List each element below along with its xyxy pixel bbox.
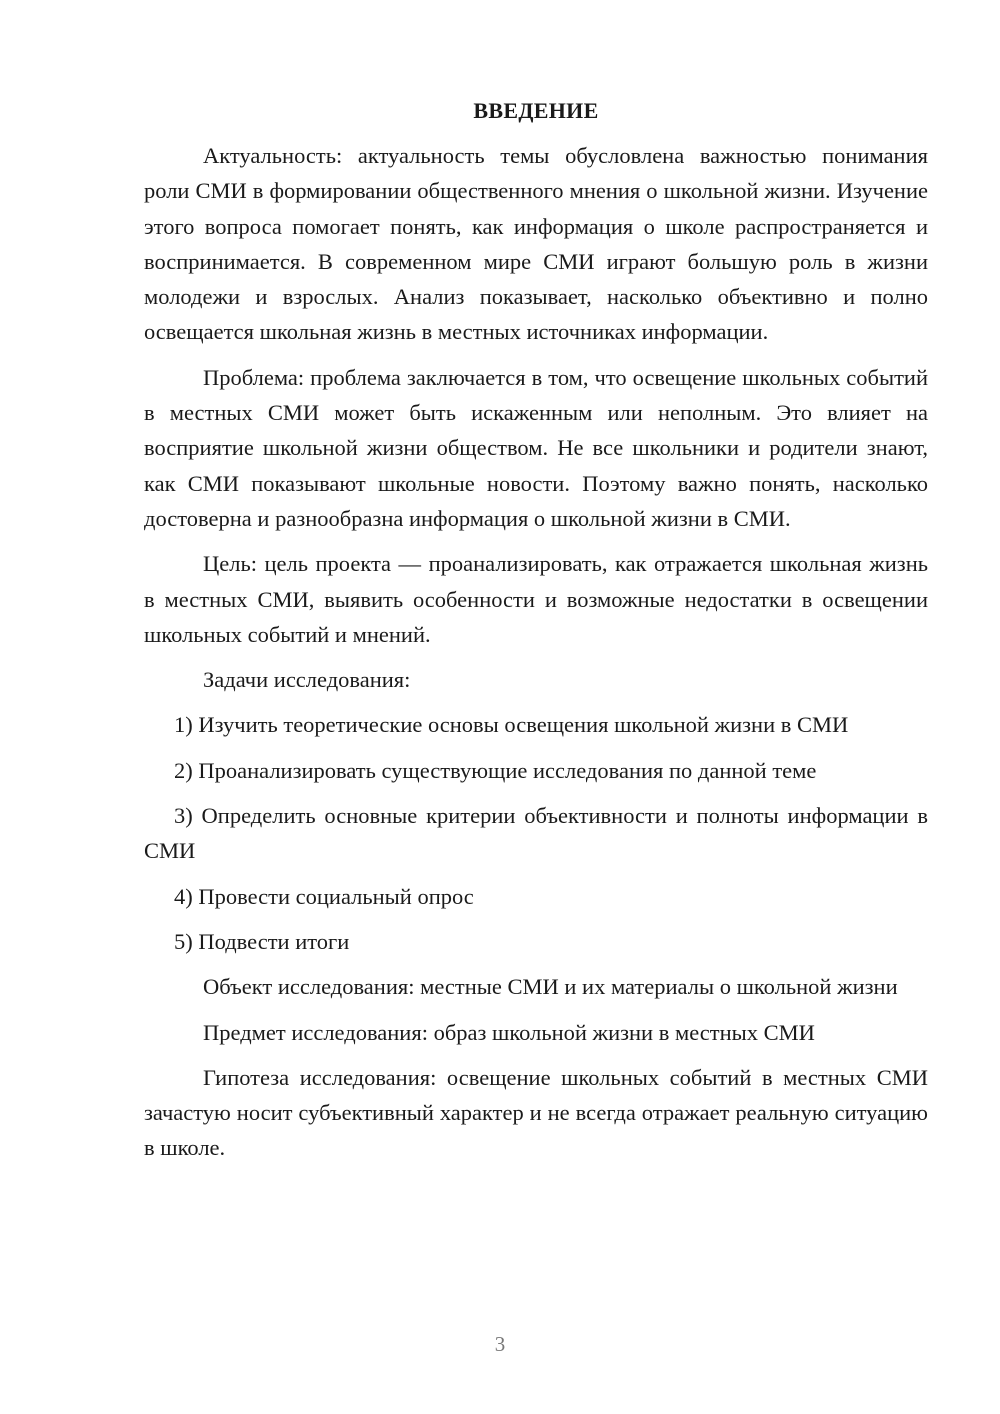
paragraph-subject: Предмет исследования: образ школьной жизни в местных СМИ (203, 1019, 815, 1045)
list-item: 4) Провести социальный опрос (174, 883, 474, 909)
page-number: 3 (494, 1332, 506, 1356)
paragraph-problem: Проблема: проблема заключается в том, что освещение школьных событий в местных СМИ может быть искаженным или неполным. Это влияет на восприятие школьной жизни обществом. Не все школьники и родители знают, как СМИ показывают школьные новости. Поэтому важно понять, насколько достоверна и разнообразна информация о школьной жизни в СМИ. (144, 364, 928, 531)
document-page (144, 88, 928, 1176)
paragraph-hypothesis: Гипотеза исследования: освещение школьных событий в местных СМИ зачастую носит субъективный характер и не всегда отражает реальную ситуацию в школе. (144, 1064, 928, 1161)
paragraph-goal: Цель: цель проекта — проанализировать, как отражается школьная жизнь в местных СМИ, выявить особенности и возможные недостатки в освещении школьных событий и мнений. (144, 551, 928, 647)
page-title: ВВЕДЕНИЕ (473, 98, 599, 123)
tasks-list (144, 707, 928, 959)
tasks-heading: Задачи исследования: (203, 667, 411, 693)
list-item: 1) Изучить теоретические основы освещения школьной жизни в СМИ (174, 712, 849, 738)
paragraph-relevance: Актуальность: актуальность темы обусловлена важностью понимания роли СМИ в формировании общественного мнения о школьной жизни. Изучение этого вопроса помогает понять, как информация о школе распространяется и воспринимается. В современном мире СМИ играют большую роль в жизни молодежи и взрослых. Анализ показывает, насколько объективно и полно освещается школьная жизнь в местных источниках информации. (144, 143, 928, 345)
list-item: 5) Подвести итоги (174, 928, 350, 954)
list-item: 2) Проанализировать существующие исследования по данной теме (174, 757, 817, 783)
list-item: 3) Определить основные критерии объективности и полноты информации в СМИ (144, 803, 928, 864)
paragraph-object: Объект исследования: местные СМИ и их материалы о школьной жизни (203, 974, 898, 1000)
